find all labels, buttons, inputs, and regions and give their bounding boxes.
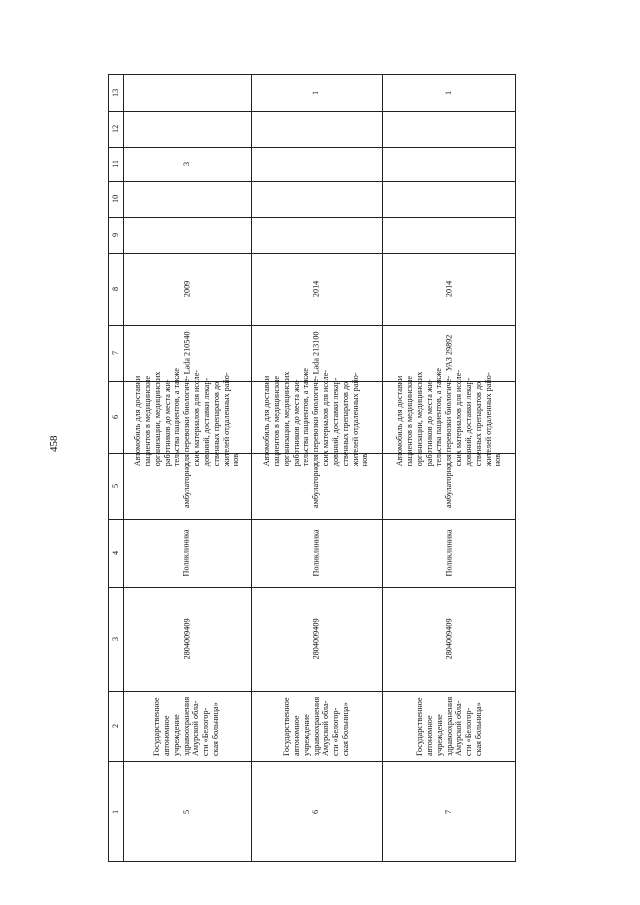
- table-cell-r1-c3-text: 2804009409: [182, 618, 192, 660]
- table-cell-r1-c1: [123, 761, 251, 863]
- header-cell-5: [109, 453, 123, 519]
- table-cell-r1-c2: [123, 691, 251, 761]
- table-cell-r2-c2-text: Государственное автономное учреждение здравоохранения Амурской обла- сти «Белогор- ская больница»: [282, 696, 351, 756]
- header-cell-1-text: 1: [111, 809, 121, 815]
- table-cell-r2-c10: [251, 181, 382, 217]
- table-cell-r3-c7-text: УАЗ 29892: [444, 334, 454, 372]
- table-cell-r2-c5-text: амбулаторно: [311, 463, 321, 509]
- header-cell-12-text: 12: [111, 124, 121, 134]
- header-cell-10: [109, 181, 123, 217]
- header-cell-2: [109, 691, 123, 761]
- header-cell-7: [109, 325, 123, 381]
- header-cell-2-text: 2: [111, 723, 121, 729]
- table-cell-r1-c7: [123, 325, 251, 381]
- table-cell-r2-c12: [251, 111, 382, 147]
- table-cell-r3-c8-text: 2014: [444, 280, 454, 298]
- vehicle-table: [108, 74, 516, 862]
- header-cell-11-text: 11: [111, 160, 121, 168]
- table-cell-r1-c5-text: амбулаторно: [182, 463, 192, 509]
- header-cell-6: [109, 381, 123, 453]
- table-cell-r1-c13: [123, 75, 251, 111]
- table-cell-r2-c13-text: 1: [311, 90, 321, 96]
- table-cell-r1-c11: [123, 147, 251, 181]
- table-cell-r2-c8: [251, 253, 382, 325]
- table-cell-r1-c4: [123, 519, 251, 587]
- header-cell-6-text: 6: [111, 414, 121, 420]
- header-cell-10-text: 10: [111, 194, 121, 204]
- header-cell-8: [109, 253, 123, 325]
- table-cell-r3-c4-text: Поликлиника: [444, 529, 454, 577]
- table-cell-r3-c12: [382, 111, 517, 147]
- table-cell-r3-c13: [382, 75, 517, 111]
- table-cell-r3-c1-text: 7: [444, 809, 454, 815]
- page-number: 458: [48, 435, 60, 452]
- table-cell-r3-c5-text: амбулаторно: [444, 463, 454, 509]
- table-cell-r3-c7: [382, 325, 517, 381]
- header-cell-3: [109, 587, 123, 691]
- header-cell-9-text: 9: [111, 232, 121, 238]
- table-cell-r2-c6: [251, 367, 382, 467]
- table-cell-r1-c7-text: Lada 210540: [182, 331, 192, 375]
- table-cell-r2-c4-text: Поликлиника: [311, 529, 321, 577]
- header-cell-12: [109, 111, 123, 147]
- table-cell-r3-c11: [382, 147, 517, 181]
- table-cell-r1-c1-text: 5: [182, 809, 192, 815]
- table-cell-r3-c9: [382, 217, 517, 253]
- table-cell-r2-c9: [251, 217, 382, 253]
- table-cell-r3-c6-text: Автомобиль для доставки пациентов в медицинские организации, медицинских работников до места жи- тельства пациентов, а также для перевозки биологиче- ских материалов для иссле- дований, доставки лекар- ственных препаратов до жителей отдаленных райо- нов: [395, 367, 503, 467]
- table-cell-r1-c11-text: 3: [182, 161, 192, 167]
- table-cell-r3-c13-text: 1: [444, 90, 454, 96]
- table-cell-r2-c7: [251, 325, 382, 381]
- table-cell-r1-c10: [123, 181, 251, 217]
- table-cell-r1-c4-text: Поликлиника: [182, 529, 192, 577]
- table-cell-r3-c6: [382, 367, 517, 467]
- header-cell-3-text: 3: [111, 636, 121, 642]
- table-cell-r3-c8: [382, 253, 517, 325]
- header-cell-13-text: 13: [111, 88, 121, 98]
- header-cell-8-text: 8: [111, 286, 121, 292]
- table-cell-r1-c8-text: 2009: [182, 280, 192, 298]
- table-cell-r3-c1: [382, 761, 517, 863]
- table-cell-r1-c8: [123, 253, 251, 325]
- header-cell-13: [109, 75, 123, 111]
- table-cell-r2-c4: [251, 519, 382, 587]
- table-cell-r3-c3-text: 2804009409: [444, 618, 454, 660]
- table-cell-r2-c11: [251, 147, 382, 181]
- header-cell-11: [109, 147, 123, 181]
- table-cell-r1-c12: [123, 111, 251, 147]
- table-cell-r3-c4: [382, 519, 517, 587]
- header-cell-7-text: 7: [111, 350, 121, 356]
- table-cell-r3-c3: [382, 587, 517, 691]
- header-cell-9: [109, 217, 123, 253]
- table-cell-r3-c10: [382, 181, 517, 217]
- table-cell-r3-c2-text: Государственное автономное учреждение здравоохранения Амурской обла- сти «Белогор- ская больница»: [415, 696, 484, 756]
- header-cell-5-text: 5: [111, 483, 121, 489]
- table-cell-r2-c3: [251, 587, 382, 691]
- table-cell-r2-c7-text: Lada 213100: [311, 331, 321, 375]
- header-cell-4: [109, 519, 123, 587]
- table-cell-r2-c3-text: 2804009409: [311, 618, 321, 660]
- header-cell-4-text: 4: [111, 550, 121, 556]
- table-cell-r1-c2-text: Государственное автономное учреждение здравоохранения Амурской обла- сти «Белогор- ская больница»: [152, 696, 221, 756]
- table-cell-r3-c2: [382, 691, 517, 761]
- table-cell-r2-c1: [251, 761, 382, 863]
- table-cell-r2-c6-text: Автомобиль для доставки пациентов в медицинские организации, медицинских работников до места жи- тельства пациентов, а также для перевозки биологиче- ских материалов для иссле- дований, доставки лекар- ственных препаратов до жителей отдаленных райо- нов: [262, 367, 370, 467]
- table-cell-r1-c9: [123, 217, 251, 253]
- table-cell-r2-c1-text: 6: [311, 809, 321, 815]
- table-cell-r2-c8-text: 2014: [311, 280, 321, 298]
- header-cell-1: [109, 761, 123, 863]
- table-cell-r1-c6: [123, 367, 251, 467]
- table-cell-r2-c2: [251, 691, 382, 761]
- table-cell-r1-c3: [123, 587, 251, 691]
- table-cell-r2-c13: [251, 75, 382, 111]
- table-cell-r1-c6-text: Автомобиль для доставки пациентов в медицинские организации, медицинских работников до места жи- тельства пациентов, а также для перевозки биологиче- ских материалов для иссле- дований, доставки лекар- ственных препаратов до жителей отдаленных райо- нов: [132, 367, 241, 467]
